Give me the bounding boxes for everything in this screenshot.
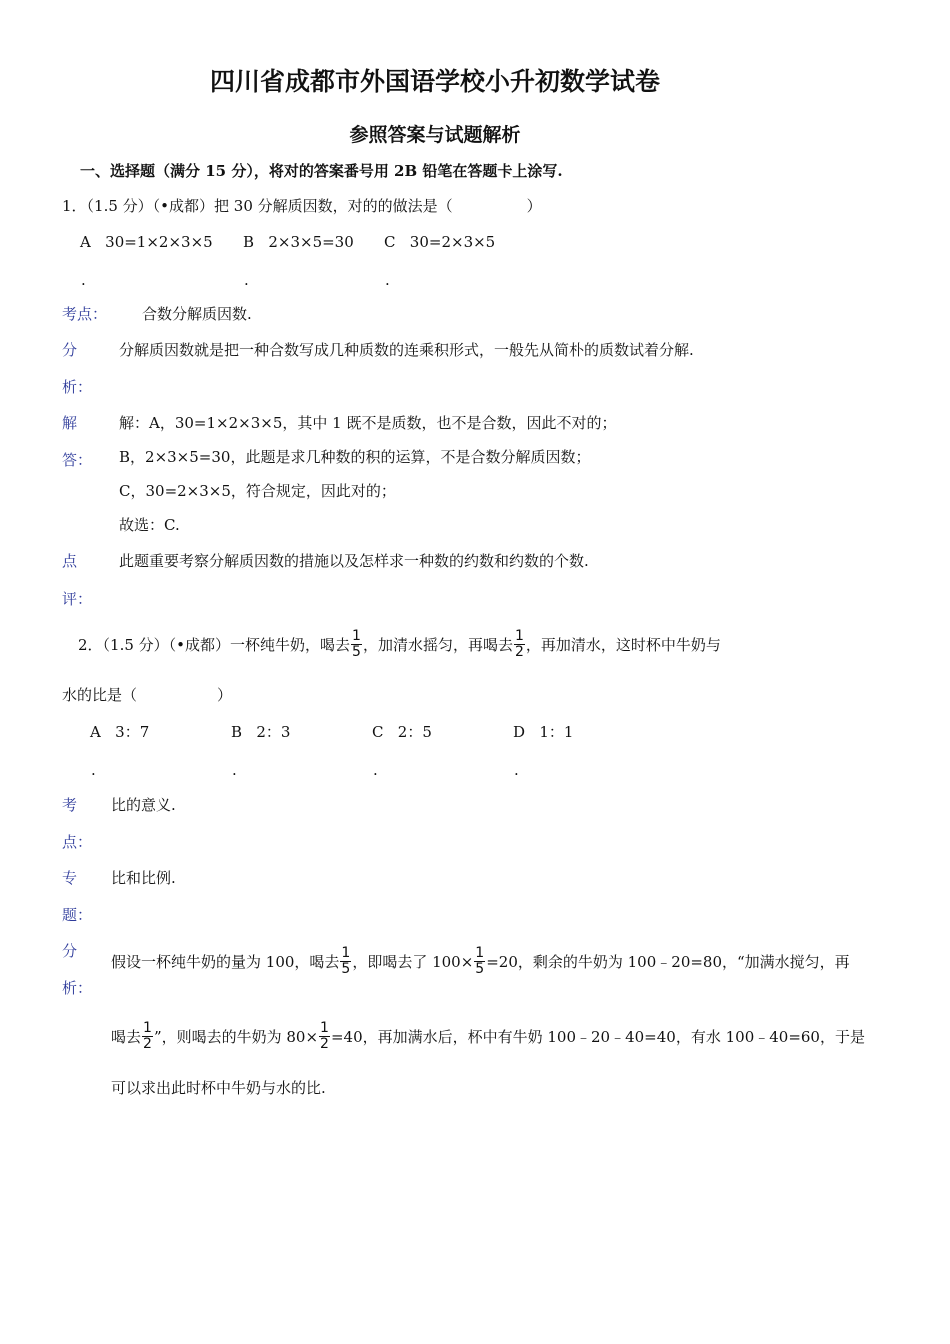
q2-kaodian: 比的意义.: [111, 796, 176, 814]
q2-fenxi-line-3: 可以求出此时杯中牛奶与水的比.: [111, 1079, 326, 1097]
q2-option-d: D 1：1: [513, 723, 574, 741]
q2-kaodian-label-1: 考: [62, 796, 78, 814]
q2-zhuanti: 比和比例.: [111, 869, 176, 887]
fraction-one-fifth: $\frac{1}{5}$: [475, 944, 485, 977]
q1-jieda-line-3: C，30=2×3×5，符合规定，因此对的；: [119, 482, 396, 500]
q2-option-b: B 2：3: [231, 723, 291, 741]
q1-dianping: 此题重要考察分解质因数的措施以及怎样求一种数的约数和约数的个数.: [119, 552, 589, 570]
question-1-stem: 1．（1.5 分）（•成都）把 30 分解质因数，对的的做法是（ ）: [62, 197, 542, 215]
q1-fenxi-label-1: 分: [62, 341, 78, 359]
q1-fenxi: 分解质因数就是把一种合数写成几种质数的连乘积形式，一般先从简朴的质数试着分解.: [119, 341, 694, 359]
q1-jieda-label-2: 答：: [62, 451, 93, 469]
q1-option-a: A 30=1×2×3×5: [80, 233, 213, 251]
q1-option-c: C 30=2×3×5: [384, 233, 496, 251]
q1-option-b-dot: .: [244, 271, 249, 289]
q1-jieda-label-1: 解: [62, 414, 78, 432]
page-title: 四川省成都市外国语学校小升初数学试卷: [209, 67, 660, 96]
q1-kaodian: 合数分解质因数.: [142, 305, 252, 323]
fraction-one-fifth: $\frac{1}{5}$: [352, 627, 361, 660]
q1-option-c-dot: .: [385, 271, 390, 289]
page-subtitle: 参照答案与试题解析: [349, 124, 521, 146]
q1-jieda-line-1: 解：A，30=1×2×3×5，其中 1 既不是质数，也不是合数，因此不对的；: [119, 414, 617, 432]
q1-jieda-line-2: B，2×3×5=30，此题是求几种数的积的运算，不是合数分解质因数；: [119, 448, 591, 466]
q2-fenxi-line-1: 假设一杯纯牛奶的量为 100，喝去 $\frac{1}{5}$ ，即喝去了 100× $\frac{1}{5}$ =20，剩余的牛奶为 100﹣20=80，“加满水搅匀，再: [111, 944, 850, 977]
q2-zhuanti-label-2: 题：: [62, 906, 93, 924]
q2-fenxi-line-2: 喝去 $\frac{1}{2}$ ”，则喝去的牛奶为 80× $\frac{1}{2}$ =40，再加满水后，杯中有牛奶 100﹣20﹣40=40，有水 100﹣40=60，于是: [111, 1019, 865, 1052]
q2-fenxi-label-2: 析：: [62, 979, 93, 997]
q1-dianping-label-2: 评：: [62, 590, 93, 608]
q1-dianping-label-1: 点: [62, 552, 78, 570]
section-heading: 一、选择题（满分 15 分），将对的答案番号用 2B 铅笔在答题卡上涂写.: [80, 162, 563, 180]
fraction-one-half: $\frac{1}{2}$: [143, 1019, 152, 1052]
fraction-one-fifth: $\frac{1}{5}$: [341, 944, 351, 977]
question-1-number: 1．: [62, 197, 87, 215]
q2-option-c: C 2：5: [372, 723, 432, 741]
q2-fenxi-label-1: 分: [62, 942, 78, 960]
q2-option-c-dot: .: [373, 761, 378, 779]
q1-fenxi-label-2: 析：: [62, 378, 93, 396]
q2-option-b-dot: .: [232, 761, 237, 779]
question-2-number: 2．: [78, 636, 103, 654]
fraction-one-half: $\frac{1}{2}$: [320, 1019, 329, 1052]
fraction-one-half: $\frac{1}{2}$: [514, 627, 524, 660]
q2-kaodian-label-2: 点：: [62, 833, 93, 851]
q2-zhuanti-label-1: 专: [62, 869, 78, 887]
q2-option-d-dot: .: [514, 761, 519, 779]
q1-kaodian-label: 考点：: [62, 305, 108, 323]
q1-option-b: B 2×3×5=30: [243, 233, 354, 251]
question-2-stem-line-2: 水的比是（ ）: [62, 686, 233, 704]
q1-option-a-dot: .: [81, 271, 86, 289]
question-2-stem: 2．（1.5 分）（•成都）一杯纯牛奶，喝去 $\frac{1}{5}$ ，加清水摇匀，再喝去 $\frac{1}{2}$ ，再加清水，这时杯中牛奶与: [78, 627, 721, 660]
q2-option-a: A 3：7: [90, 723, 150, 741]
question-1-text: （1.5 分）（•成都）把 30 分解质因数，对的的做法是（: [86, 197, 453, 215]
q2-option-a-dot: .: [91, 761, 96, 779]
q1-jieda-line-4: 故选：C.: [119, 516, 180, 534]
